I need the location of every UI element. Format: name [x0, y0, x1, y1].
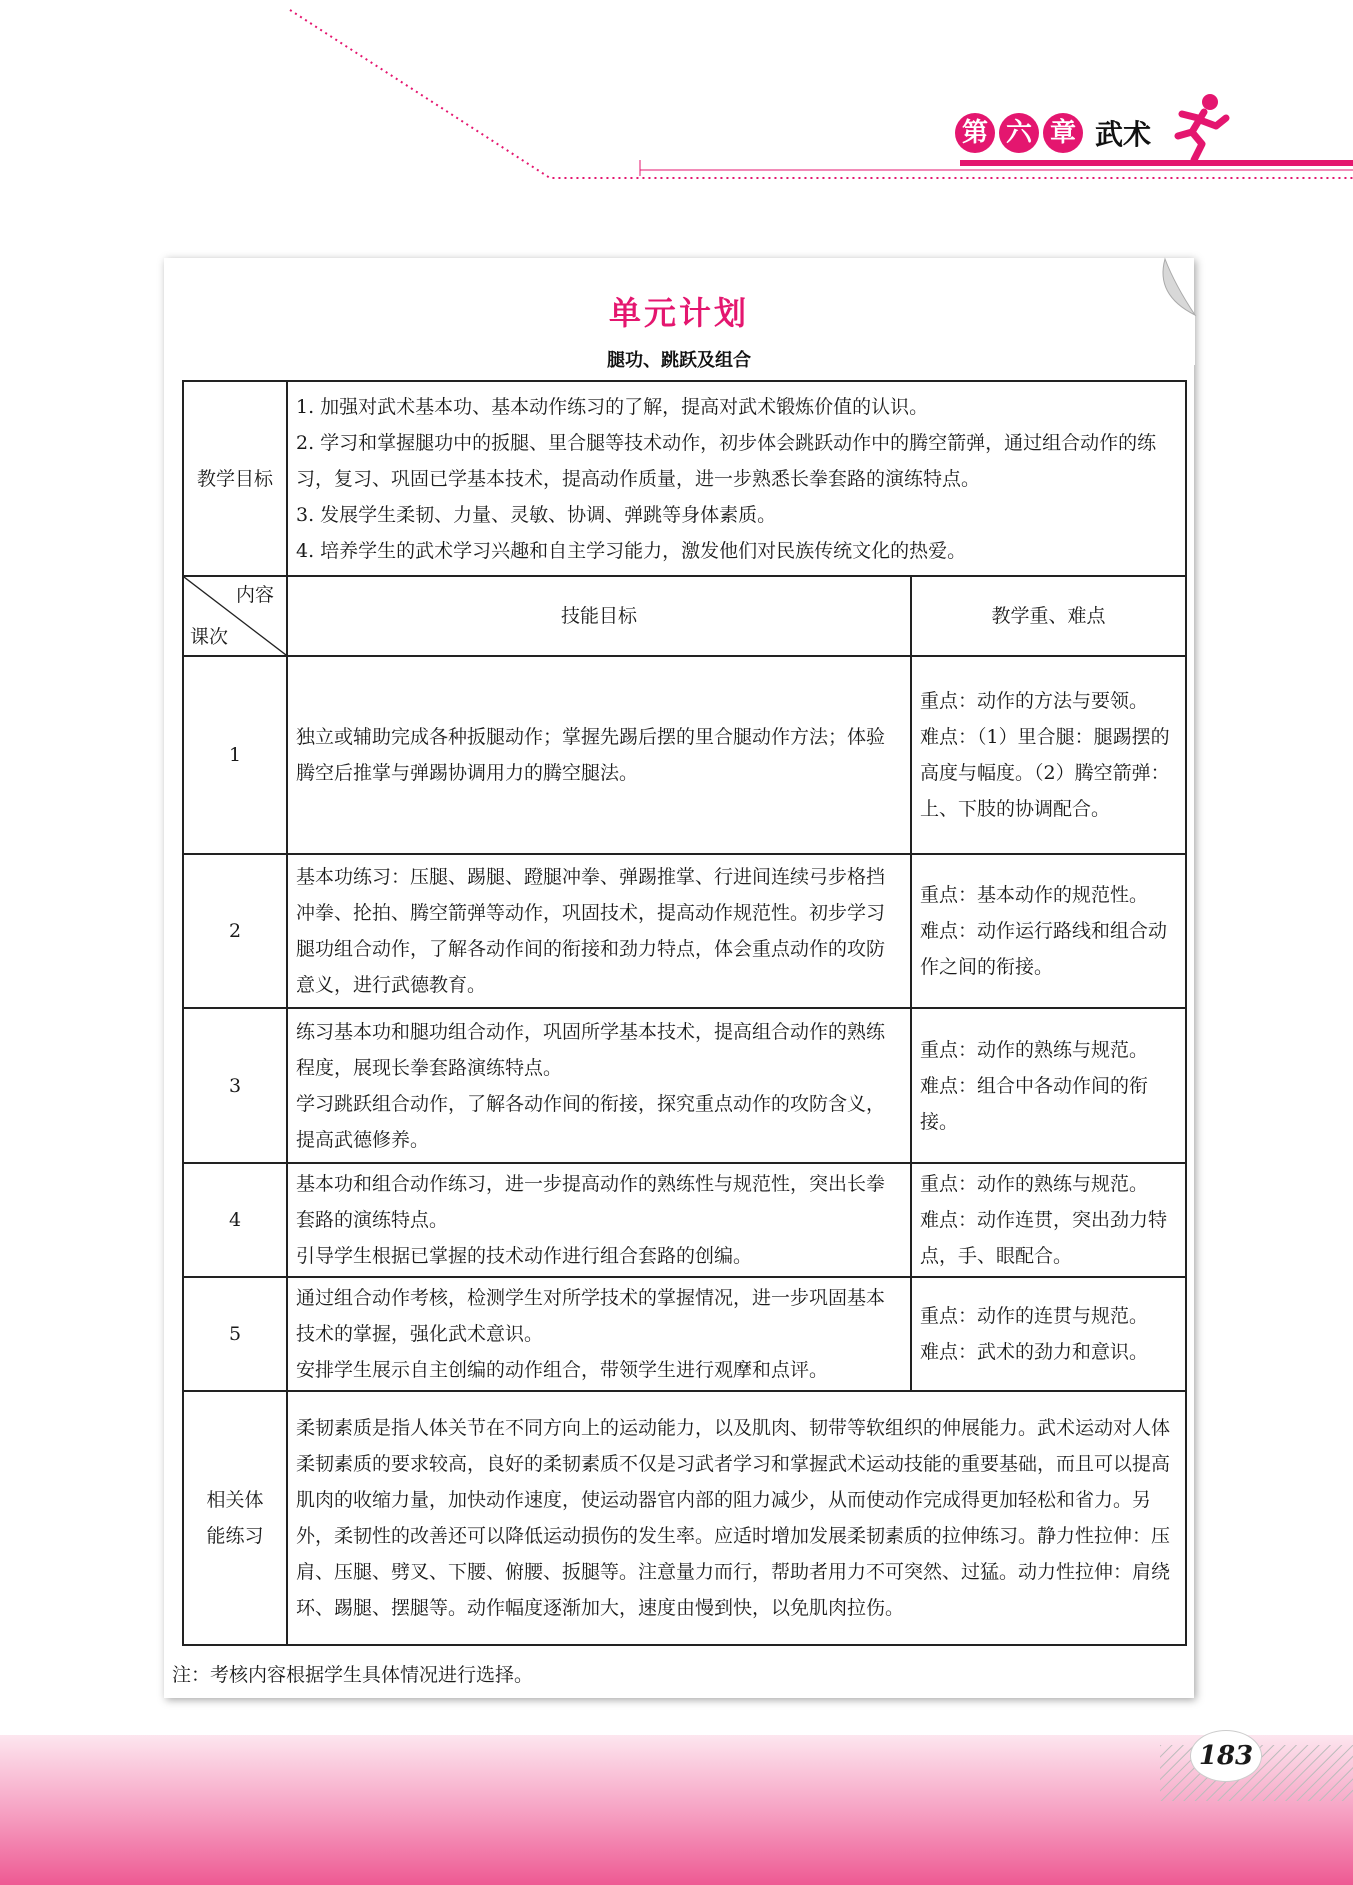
- header-decoration: [0, 0, 1353, 190]
- page-number: 183: [1190, 1730, 1262, 1782]
- footer-band: [0, 1735, 1353, 1885]
- objective-item: 2. 学习和掌握腿功中的扳腿、里合腿等技术动作，初步体会跳跃动作中的腾空箭弹，通过组合动作的练习，复习、巩固已学基本技术，提高动作质量，进一步熟悉长拳套路的演练特点。: [296, 431, 1157, 490]
- key-point: 重点：动作的连贯与规范。: [920, 1305, 1149, 1327]
- difficulty: 难点：（1）里合腿：腿踢摆的高度与幅度。（2）腾空箭弹：上、下肢的协调配合。: [920, 726, 1170, 820]
- lesson-skill: [287, 1008, 911, 1163]
- unit-plan-table: [182, 380, 1187, 1646]
- objectives-label: 教学目标: [183, 381, 287, 576]
- lesson-skill: [287, 1163, 911, 1277]
- objectives-list: [287, 381, 1186, 576]
- key-header: 教学重、难点: [911, 576, 1186, 656]
- skill-header: 技能目标: [287, 576, 911, 656]
- lesson-skill: 基本功练习：压腿、踢腿、蹬腿冲拳、弹踢推掌、行进间连续弓步格挡冲拳、抡拍、腾空箭弹等动作，巩固技术，提高动作规范性。初步学习腿功组合动作，了解各动作间的衔接和劲力特点，体会重点动作的攻防意义，进行武德教育。: [287, 854, 911, 1008]
- skill-line: 引导学生根据已掌握的技术动作进行组合套路的创编。: [296, 1245, 753, 1267]
- difficulty: 难点：动作运行路线和组合动作之间的衔接。: [920, 920, 1168, 978]
- lesson-row: [183, 854, 1186, 1008]
- difficulty: 难点：动作连贯，突出劲力特点，手、眼配合。: [920, 1209, 1168, 1267]
- objective-item: 1. 加强对武术基本功、基本动作练习的了解，提高对武术锻炼价值的认识。: [296, 395, 929, 418]
- fitness-label-line: 相关体: [206, 1489, 264, 1511]
- fitness-label-line: 能练习: [206, 1525, 264, 1547]
- skill-line: 安排学生展示自主创编的动作组合，带领学生进行观摩和点评。: [296, 1359, 829, 1381]
- lesson-number: 3: [183, 1008, 287, 1163]
- key-point: 重点：动作的熟练与规范。: [920, 1038, 1149, 1061]
- skill-line: 学习跳跃组合动作，了解各动作间的衔接，探究重点动作的攻防含义，提高武德修养。: [296, 1092, 886, 1151]
- key-point: 重点：动作的熟练与规范。: [920, 1173, 1149, 1195]
- table-header-row: [183, 576, 1186, 656]
- lesson-row: [183, 1008, 1186, 1163]
- lesson-skill: [287, 1277, 911, 1391]
- fitness-label: [183, 1391, 287, 1645]
- lesson-skill: 独立或辅助完成各种扳腿动作；掌握先踢后摆的里合腿动作方法；体验腾空后推掌与弹踢协调用力的腾空腿法。: [287, 656, 911, 854]
- difficulty: 难点：武术的劲力和意识。: [920, 1341, 1149, 1363]
- footnote: 注：考核内容根据学生具体情况进行选择。: [172, 1664, 534, 1686]
- key-point: 重点：基本动作的规范性。: [920, 884, 1149, 906]
- lesson-key: [911, 656, 1186, 854]
- unit-plan-card: [164, 258, 1194, 1698]
- card-subtitle: 腿功、跳跃及组合: [607, 350, 751, 371]
- lesson-row: [183, 1277, 1186, 1391]
- fitness-row: [183, 1391, 1186, 1645]
- lesson-number: 1: [183, 656, 287, 854]
- lesson-key: [911, 1163, 1186, 1277]
- diagonal-header-cell: [183, 576, 287, 656]
- key-point: 重点：动作的方法与要领。: [920, 690, 1149, 712]
- lesson-key: [911, 854, 1186, 1008]
- lesson-number: 5: [183, 1277, 287, 1391]
- lesson-number: 4: [183, 1163, 287, 1277]
- objectives-row: [183, 381, 1186, 576]
- runner-icon: [1170, 92, 1230, 162]
- lesson-key: [911, 1277, 1186, 1391]
- objective-item: 3. 发展学生柔韧、力量、灵敏、协调、弹跳等身体素质。: [296, 503, 777, 526]
- skill-line: 练习基本功和腿功组合动作，巩固所学基本技术，提高组合动作的熟练程度，展现长拳套路演练特点。: [296, 1020, 886, 1079]
- chapter-badge: [955, 110, 1151, 156]
- card-title: 单元计划: [608, 294, 749, 332]
- diag-top-label: 内容: [235, 584, 274, 606]
- skill-line: 通过组合动作考核，检测学生对所学技术的掌握情况，进一步巩固基本技术的掌握，强化武术意识。: [296, 1287, 886, 1345]
- lesson-row: [183, 656, 1186, 854]
- diag-bottom-label: 课次: [190, 626, 229, 648]
- chapter-char: 章: [1043, 113, 1083, 153]
- page-curl-decoration: [1095, 255, 1205, 365]
- chapter-name: 武术: [1095, 118, 1152, 151]
- lesson-number: 2: [183, 854, 287, 1008]
- objective-item: 4. 培养学生的武术学习兴趣和自主学习能力，激发他们对民族传统文化的热爱。: [296, 539, 967, 562]
- difficulty: 难点：组合中各动作间的衔接。: [920, 1074, 1149, 1133]
- lesson-key: [911, 1008, 1186, 1163]
- fitness-text: 柔韧素质是指人体关节在不同方向上的运动能力，以及肌肉、韧带等软组织的伸展能力。武术运动对人体柔韧素质的要求较高，良好的柔韧素质不仅是习武者学习和掌握武术运动技能的重要基础，而且可以提高肌肉的收缩力量，加快动作速度，使运动器官内部的阻力减少，从而使动作完成得更加轻松和省力。另外，柔韧性的改善还可以降低运动损伤的发生率。应适时增加发展柔韧素质的拉伸练习。静力性拉伸：压肩、压腿、劈叉、下腰、俯腰、扳腿等。注意量力而行，帮助者用力不可突然、过猛。动力性拉伸：肩绕环、踢腿、摆腿等。动作幅度逐渐加大，速度由慢到快，以免肌肉拉伤。: [287, 1391, 1186, 1645]
- chapter-char: 第: [955, 113, 995, 153]
- chapter-char: 六: [999, 113, 1039, 153]
- lesson-row: [183, 1163, 1186, 1277]
- skill-line: 基本功和组合动作练习，进一步提高动作的熟练性与规范性，突出长拳套路的演练特点。: [296, 1173, 886, 1231]
